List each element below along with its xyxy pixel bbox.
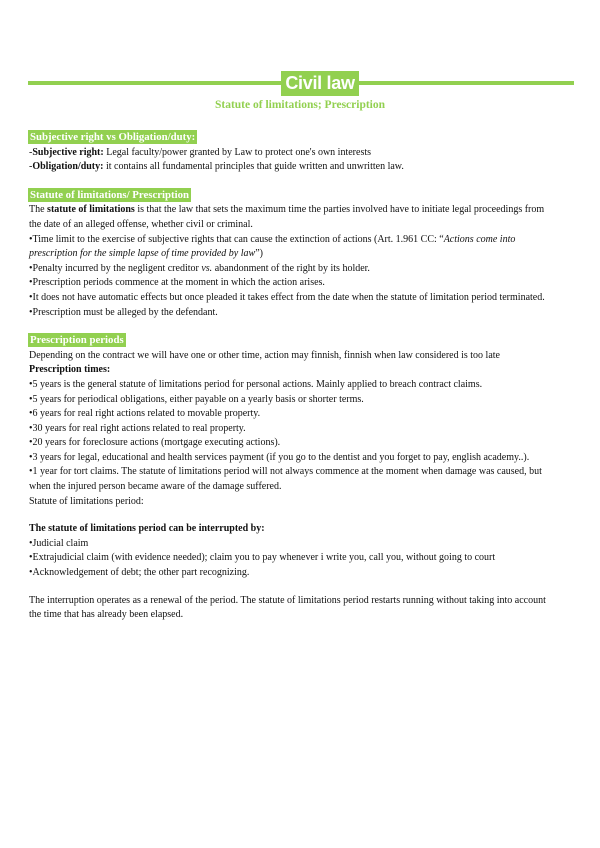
interruption-heading-text: The statute of limitations period can be interrupted by:: [29, 523, 265, 535]
term-statute: statute of limitations: [47, 204, 135, 216]
title-bar: [28, 71, 574, 96]
period-item: •20 years for foreclosure actions (mortgage executing actions).: [29, 437, 281, 449]
interruption-item: •Acknowledgement of debt; the other part recognizing.: [29, 567, 250, 579]
section-heading-prescription-periods: Prescription periods: [30, 334, 124, 347]
period-item: •1 year for tort claims. The statute of limitations period will not always commence at the moment when damage was caused, but when the injured person became aware of the damage suffered.: [29, 466, 542, 493]
page-title: Civil law: [281, 71, 359, 96]
statute-bullet: •Prescription must be alleged by the defendant.: [29, 306, 218, 318]
bullet-text: abandonment of the right by its holder.: [212, 262, 370, 274]
interruption-item: •Judicial claim: [29, 537, 89, 549]
statute-bullet: [29, 262, 551, 277]
definition-subjective-right: -Subjective right: Legal faculty/power granted by Law to protect one's own interests: [29, 146, 372, 158]
period-item: •5 years for periodical obligations, either payable on a yearly basis or shorter terms.: [29, 393, 364, 405]
period-item: •5 years is the general statute of limitations period for personal actions. Mainly applied to breach contract claims.: [29, 378, 483, 390]
statute-intro: [29, 203, 551, 232]
quote-end: ”): [255, 248, 263, 260]
definition-obligation: -Obligation/duty: it contains all fundamental principles that guide written and unwritten law.: [29, 161, 404, 173]
section-heading-subjective-right: Subjective right vs Obligation/duty:: [30, 131, 196, 143]
statute-bullet: •It does not have automatic effects but once pleaded it takes effect from the date when the statute of limitation period terminated.: [29, 291, 545, 303]
bullet-text: •Penalty incurred by the negligent creditor: [29, 262, 202, 274]
definition-text: Legal faculty/power granted by Law to protect one's own interests: [103, 146, 372, 158]
page-subtitle: Statute of limitations; Prescription: [214, 99, 386, 111]
term-subjective-right: Subjective right:: [32, 146, 104, 158]
period-item: •30 years for real right actions related to real property.: [29, 422, 246, 434]
article-quote: Actions come into prescription for the simple lapse of time provided by law: [29, 233, 516, 260]
section-heading-statute: Statute of limitations/ Prescription: [30, 188, 190, 201]
period-item: •3 years for legal, educational and health services payment (if you go to the dentist and you forget to pay, english academy..).: [29, 451, 530, 463]
statute-bullet: [29, 233, 551, 262]
statute-bullet: •Prescription periods commence at the moment in which the action arises.: [29, 277, 325, 289]
vs-italic: vs.: [201, 262, 213, 274]
interruption-item: •Extrajudicial claim (with evidence needed); claim you to pay whenever i write you, call you, without going to court: [29, 552, 496, 564]
intro-text: is that the law that sets the maximum time the parties involved have to initiate legal proceedings from the date of an alleged offense, whether civil or criminal.: [29, 204, 545, 230]
definition-text: it contains all fundamental principles that guide written and unwritten law.: [103, 161, 404, 173]
times-label-text: Prescription times:: [29, 364, 111, 376]
document-body: [29, 130, 551, 623]
interruption-heading: [29, 522, 551, 537]
prescription-times-label: [29, 363, 551, 378]
periods-intro: Depending on the contract we will have one or other time, action may finnish, finnish when law considered is too late: [29, 349, 500, 361]
term-obligation: Obligation/duty:: [32, 161, 104, 173]
period-item: •6 years for real right actions related to movable property.: [29, 408, 261, 420]
bullet-text: •Time limit to the exercise of subjective rights that can cause the extinction of actions (Art. 1.961 CC: “: [29, 233, 444, 245]
statute-period-label: Statute of limitations period:: [29, 495, 144, 507]
intro-prefix: The: [29, 204, 48, 216]
closing-paragraph: The interruption operates as a renewal of the period. The statute of limitations period restarts running without taking into account the time that has already been elapsed.: [29, 594, 546, 621]
